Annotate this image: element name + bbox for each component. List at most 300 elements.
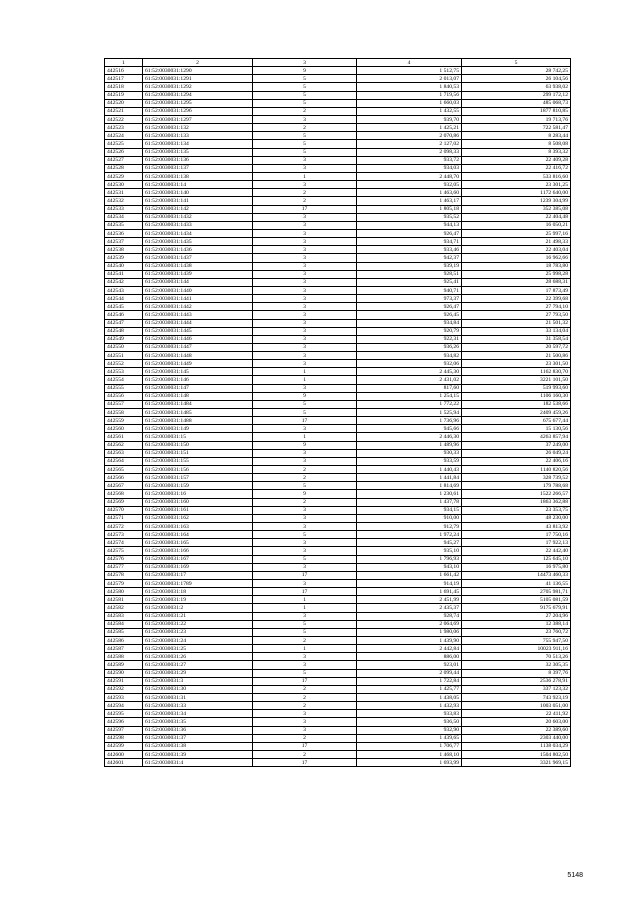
table-row [105, 335, 571, 343]
table-cell-col-3: 9 [253, 490, 357, 498]
table-cell-col-4: 1 468,10 [357, 750, 462, 758]
table-cell-col-3: 5 [253, 83, 357, 91]
table-cell-col-3: 3 [253, 710, 357, 718]
table-cell-col-3: 3 [253, 181, 357, 189]
table-cell-col-1: 442598 [105, 734, 143, 742]
table-cell-col-3: 3 [253, 726, 357, 734]
table-cell-col-5: 33 134,04 [462, 327, 571, 335]
table-cell-col-4: 912,79 [357, 523, 462, 531]
table-cell-col-2: 61:52:0030031:167 [143, 555, 253, 563]
table-cell-col-4: 934,71 [357, 238, 462, 246]
table-cell-col-4: 2 448,70 [357, 172, 462, 180]
table-cell-col-3: 1 [253, 645, 357, 653]
table-row [105, 67, 571, 75]
table-cell-col-3: 3 [253, 457, 357, 465]
table-cell-col-1: 442521 [105, 107, 143, 115]
table-row [105, 506, 571, 514]
table-cell-col-2: 61:52:0030031:145 [143, 368, 253, 376]
table-cell-col-3: 3 [253, 311, 357, 319]
table-cell-col-4: 1 425,21 [357, 124, 462, 132]
table-cell-col-5: 4263 857,94 [462, 433, 571, 441]
table-row [105, 384, 571, 392]
table-cell-col-3: 3 [253, 653, 357, 661]
table-cell-col-3: 3 [253, 270, 357, 278]
table-cell-col-1: 442518 [105, 83, 143, 91]
table-cell-col-5: 22 399,68 [462, 295, 571, 303]
table-cell-col-5: 722 581,47 [462, 124, 571, 132]
table-cell-col-2: 61:52:0030031:38 [143, 742, 253, 750]
table-cell-col-2: 61:52:0030031:1485 [143, 409, 253, 417]
table-cell-col-2: 61:52:0030031:1447 [143, 343, 253, 351]
table-cell-col-2: 61:52:0030031:1441 [143, 295, 253, 303]
table-cell-col-4: 934,82 [357, 352, 462, 360]
table-cell-col-1: 442575 [105, 547, 143, 555]
table-row [105, 693, 571, 701]
table-cell-col-4: 1 706,77 [357, 742, 462, 750]
column-header-2: 2 [143, 59, 253, 67]
table-cell-col-5: 182 538,66 [462, 400, 571, 408]
column-header-1: 1 [105, 59, 143, 67]
table-cell-col-1: 442577 [105, 563, 143, 571]
table-row [105, 759, 571, 767]
table-cell-col-1: 442561 [105, 433, 143, 441]
table-cell-col-5: 22 403,04 [462, 246, 571, 254]
table-cell-col-5: 533 816,60 [462, 172, 571, 180]
table-cell-col-1: 442593 [105, 693, 143, 701]
table-cell-col-2: 61:52:0030031:1439 [143, 270, 253, 278]
table-row [105, 221, 571, 229]
table-cell-col-3: 3 [253, 278, 357, 286]
table-cell-col-2: 61:52:0030031:1444 [143, 319, 253, 327]
table-cell-col-1: 442546 [105, 311, 143, 319]
table-cell-col-2: 61:52:0030031:142 [143, 205, 253, 213]
table-row [105, 441, 571, 449]
table-body [105, 67, 571, 767]
table-cell-col-5: 15 130,56 [462, 425, 571, 433]
table-cell-col-1: 442579 [105, 580, 143, 588]
table-cell-col-4: 926,45 [357, 311, 462, 319]
table-cell-col-3: 5 [253, 75, 357, 83]
table-row [105, 360, 571, 368]
table-cell-col-1: 442535 [105, 221, 143, 229]
column-header-4: 4 [357, 59, 462, 67]
table-cell-col-2: 61:52:0030031:162 [143, 514, 253, 522]
table-cell-col-5: 27 793,50 [462, 311, 571, 319]
table-cell-col-3: 3 [253, 539, 357, 547]
table-cell-col-1: 442580 [105, 588, 143, 596]
table-cell-col-3: 2 [253, 734, 357, 742]
table-cell-col-1: 442526 [105, 148, 143, 156]
table-cell-col-2: 61:52:0030031:1436 [143, 246, 253, 254]
table-cell-col-3: 17 [253, 677, 357, 685]
table-cell-col-1: 442585 [105, 628, 143, 636]
table-row [105, 580, 571, 588]
table-cell-col-4: 1 814,69 [357, 482, 462, 490]
table-cell-col-2: 61:52:0030031:166 [143, 547, 253, 555]
table-cell-col-1: 442555 [105, 384, 143, 392]
table-cell-col-3: 5 [253, 91, 357, 99]
table-cell-col-5: 17 750,16 [462, 531, 571, 539]
table-cell-col-3: 2 [253, 693, 357, 701]
table-cell-col-3: 17 [253, 417, 357, 425]
table-cell-col-3: 1 [253, 376, 357, 384]
table-cell-col-5: 5105 081,59 [462, 596, 571, 604]
table-row [105, 702, 571, 710]
table-cell-col-2: 61:52:0030031:27 [143, 661, 253, 669]
table-cell-col-4: 920,79 [357, 327, 462, 335]
table-cell-col-5: 48 230,00 [462, 514, 571, 522]
table-cell-col-4: 1 525,94 [357, 409, 462, 417]
table-row [105, 99, 571, 107]
table-cell-col-1: 442594 [105, 702, 143, 710]
table-cell-col-4: 934,03 [357, 164, 462, 172]
table-row [105, 327, 571, 335]
table-cell-col-3: 5 [253, 669, 357, 677]
table-cell-col-3: 1 [253, 596, 357, 604]
table-row [105, 466, 571, 474]
table-cell-col-2: 61:52:0030031:33 [143, 702, 253, 710]
table-row [105, 474, 571, 482]
table-row [105, 124, 571, 132]
table-row [105, 710, 571, 718]
table-cell-col-4: 1 722,84 [357, 677, 462, 685]
table-cell-col-1: 442547 [105, 319, 143, 327]
table-cell-col-2: 61:52:0030031:150 [143, 441, 253, 449]
table-cell-col-4: 1 512,75 [357, 67, 462, 75]
table-cell-col-2: 61:52:0030031:2 [143, 604, 253, 612]
table-cell-col-5: 22 406,16 [462, 457, 571, 465]
table-cell-col-5: 23 301,50 [462, 360, 571, 368]
table-row [105, 107, 571, 115]
table-cell-col-3: 3 [253, 449, 357, 457]
table-cell-col-4: 928,51 [357, 270, 462, 278]
table-cell-col-5: 352 385,08 [462, 205, 571, 213]
table-cell-col-5: 755 947,50 [462, 636, 571, 644]
table-cell-col-5: 1106 160,30 [462, 392, 571, 400]
table-cell-col-5: 43 813,92 [462, 523, 571, 531]
table-cell-col-4: 1 805,18 [357, 205, 462, 213]
table-cell-col-2: 61:52:0030031:1443 [143, 311, 253, 319]
table-cell-col-3: 3 [253, 563, 357, 571]
table-cell-col-2: 61:52:0030031:148 [143, 392, 253, 400]
table-cell-col-5: 22 411,92 [462, 710, 571, 718]
table-cell-col-3: 5 [253, 140, 357, 148]
table-cell-col-2: 61:52:0030031:14 [143, 181, 253, 189]
table-cell-col-2: 61:52:0030031:39 [143, 750, 253, 758]
table-cell-col-1: 442529 [105, 172, 143, 180]
table-row [105, 295, 571, 303]
table-cell-col-3: 5 [253, 555, 357, 563]
table-cell-col-4: 1 463,60 [357, 189, 462, 197]
table-cell-col-3: 2 [253, 197, 357, 205]
table-cell-col-3: 3 [253, 327, 357, 335]
table-cell-col-1: 442570 [105, 506, 143, 514]
table-cell-col-2: 61:52:0030031:1294 [143, 91, 253, 99]
table-cell-col-3: 17 [253, 759, 357, 767]
table-cell-col-5: 9175 679,91 [462, 604, 571, 612]
table-cell-col-2: 61:52:0030031:1488 [143, 417, 253, 425]
table-cell-col-4: 943,10 [357, 563, 462, 571]
table-cell-col-3: 1 [253, 368, 357, 376]
table-cell-col-4: 973,37 [357, 295, 462, 303]
table-cell-col-2: 61:52:0030031:132 [143, 124, 253, 132]
table-cell-col-5: 21 501,32 [462, 319, 571, 327]
table-cell-col-5: 37 249,00 [462, 441, 571, 449]
table-cell-col-1: 442516 [105, 67, 143, 75]
table-cell-col-5: 1138 034,29 [462, 742, 571, 750]
table-cell-col-1: 442525 [105, 140, 143, 148]
table-cell-col-3: 2 [253, 124, 357, 132]
table-cell-col-5: 1877 810,85 [462, 107, 571, 115]
table-cell-col-3: 3 [253, 303, 357, 311]
table-cell-col-4: 1 489,96 [357, 441, 462, 449]
table-cell-col-4: 2 451,99 [357, 596, 462, 604]
table-cell-col-2: 61:52:0030031:1437 [143, 254, 253, 262]
table-cell-col-3: 17 [253, 588, 357, 596]
table-cell-col-1: 442519 [105, 91, 143, 99]
table-cell-col-5: 125 645,10 [462, 555, 571, 563]
table-cell-col-5: 20 603,00 [462, 718, 571, 726]
table-cell-col-3: 5 [253, 482, 357, 490]
table-cell-col-4: 2 064,69 [357, 620, 462, 628]
table-cell-col-2: 61:52:0030031:149 [143, 425, 253, 433]
table-cell-col-2: 61:52:0030031:31 [143, 693, 253, 701]
table-cell-col-4: 934,15 [357, 506, 462, 514]
table-cell-col-1: 442537 [105, 238, 143, 246]
table-cell-col-2: 61:52:0030031:144 [143, 278, 253, 286]
table-cell-col-1: 442590 [105, 669, 143, 677]
table-cell-col-2: 61:52:0030031:24 [143, 636, 253, 644]
table-cell-col-5: 25 998,28 [462, 270, 571, 278]
table-cell-col-1: 442597 [105, 726, 143, 734]
table-cell-col-5: 28 688,31 [462, 278, 571, 286]
table-cell-col-4: 1 719,56 [357, 91, 462, 99]
table-cell-col-3: 3 [253, 360, 357, 368]
table-cell-col-2: 61:52:0030031:1789 [143, 580, 253, 588]
table-cell-col-2: 61:52:0030031:1446 [143, 335, 253, 343]
table-cell-col-5: 18 783,80 [462, 262, 571, 270]
table-cell-col-1: 442596 [105, 718, 143, 726]
table-row [105, 417, 571, 425]
table-cell-col-4: 922,31 [357, 335, 462, 343]
table-cell-col-2: 61:52:0030031:1440 [143, 286, 253, 294]
table-cell-col-2: 61:52:0030031:160 [143, 498, 253, 506]
table-cell-col-3: 5 [253, 132, 357, 140]
table-cell-col-1: 442549 [105, 335, 143, 343]
table-cell-col-4: 936,26 [357, 343, 462, 351]
table-row [105, 392, 571, 400]
table-cell-col-4: 944,13 [357, 221, 462, 229]
table-row [105, 628, 571, 636]
table-cell-col-2: 61:52:0030031:1290 [143, 67, 253, 75]
table-row [105, 498, 571, 506]
table-cell-col-5: 22 442,40 [462, 547, 571, 555]
table-row [105, 449, 571, 457]
table-row [105, 425, 571, 433]
table-cell-col-5: 14473 460,33 [462, 571, 571, 579]
table-cell-col-3: 5 [253, 620, 357, 628]
table-cell-col-2: 61:52:0030031:1292 [143, 83, 253, 91]
table-cell-col-2: 61:52:0030031:169 [143, 563, 253, 571]
table-cell-col-4: 1 230,61 [357, 490, 462, 498]
table-cell-col-3: 3 [253, 262, 357, 270]
table-cell-col-5: 17 922,13 [462, 539, 571, 547]
table-cell-col-4: 928,74 [357, 612, 462, 620]
table-cell-col-2: 61:52:0030031:4 [143, 759, 253, 767]
table-cell-col-1: 442559 [105, 417, 143, 425]
table-cell-col-3: 2 [253, 498, 357, 506]
table-row [105, 213, 571, 221]
table-cell-col-4: 817,60 [357, 384, 462, 392]
table-cell-col-4: 1 772,22 [357, 400, 462, 408]
table-cell-col-5: 20 597,72 [462, 343, 571, 351]
table-cell-col-3: 3 [253, 246, 357, 254]
table-cell-col-4: 1 437,78 [357, 498, 462, 506]
table-row [105, 612, 571, 620]
table-cell-col-4: 942,37 [357, 254, 462, 262]
table-cell-col-4: 935,52 [357, 213, 462, 221]
table-cell-col-1: 442567 [105, 482, 143, 490]
table-cell-col-3: 3 [253, 352, 357, 360]
table-row [105, 352, 571, 360]
table-cell-col-1: 442544 [105, 295, 143, 303]
table-cell-col-2: 61:52:0030031:36 [143, 726, 253, 734]
table-cell-col-2: 61:52:0030031:1445 [143, 327, 253, 335]
table-row [105, 164, 571, 172]
table-cell-col-3: 5 [253, 148, 357, 156]
table-cell-col-1: 442586 [105, 636, 143, 644]
table-row [105, 653, 571, 661]
table-cell-col-2: 61:52:0030031:21 [143, 612, 253, 620]
table-cell-col-3: 3 [253, 612, 357, 620]
table-cell-col-1: 442562 [105, 441, 143, 449]
table-cell-col-3: 3 [253, 286, 357, 294]
table-row [105, 742, 571, 750]
table-row [105, 457, 571, 465]
table-cell-col-3: 17 [253, 205, 357, 213]
table-cell-col-5: 23 760,72 [462, 628, 571, 636]
table-row [105, 246, 571, 254]
table-row [105, 588, 571, 596]
table-row [105, 531, 571, 539]
table-cell-col-2: 61:52:0030031:164 [143, 531, 253, 539]
table-cell-col-1: 442522 [105, 115, 143, 123]
table-cell-col-5: 26 049,24 [462, 449, 571, 457]
table-cell-col-1: 442564 [105, 457, 143, 465]
table-cell-col-3: 5 [253, 628, 357, 636]
table-cell-col-5: 16 050,21 [462, 221, 571, 229]
table-cell-col-4: 2 127,02 [357, 140, 462, 148]
table-cell-col-2: 61:52:0030031:146 [143, 376, 253, 384]
table-cell-col-2: 61:52:0030031:159 [143, 482, 253, 490]
table-cell-col-4: 2 098,33 [357, 148, 462, 156]
table-cell-col-2: 61:52:0030031:163 [143, 523, 253, 531]
table-cell-col-4: 926,47 [357, 229, 462, 237]
table-cell-col-3: 5 [253, 531, 357, 539]
table-cell-col-5: 1172 640,00 [462, 189, 571, 197]
table-cell-col-3: 2 [253, 474, 357, 482]
table-cell-col-4: 2 446,30 [357, 433, 462, 441]
table-cell-col-3: 3 [253, 238, 357, 246]
table-row [105, 262, 571, 270]
table-row [105, 75, 571, 83]
table-cell-col-4: 2 435,37 [357, 604, 462, 612]
table-cell-col-2: 61:52:0030031:1484 [143, 400, 253, 408]
table-cell-col-5: 22 404,48 [462, 213, 571, 221]
table-cell-col-2: 61:52:0030031:1438 [143, 262, 253, 270]
table-cell-col-1: 442527 [105, 156, 143, 164]
table-cell-col-1: 442540 [105, 262, 143, 270]
table-cell-col-1: 442578 [105, 571, 143, 579]
table-cell-col-1: 442563 [105, 449, 143, 457]
table-cell-col-4: 945,27 [357, 539, 462, 547]
table-cell-col-5: 1003 051,00 [462, 702, 571, 710]
table-row [105, 238, 571, 246]
table-row [105, 718, 571, 726]
table-cell-col-5: 22 416,72 [462, 164, 571, 172]
table-row [105, 189, 571, 197]
table-cell-col-5: 41 136,55 [462, 580, 571, 588]
table-cell-col-2: 61:52:0030031:16 [143, 490, 253, 498]
table-cell-col-2: 61:52:0030031:1448 [143, 352, 253, 360]
table-cell-col-2: 61:52:0030031:25 [143, 645, 253, 653]
table-row [105, 368, 571, 376]
table-cell-col-4: 939,70 [357, 115, 462, 123]
table-cell-col-4: 1 660,03 [357, 99, 462, 107]
table-cell-col-3: 2 [253, 702, 357, 710]
table-cell-col-2: 61:52:0030031:1432 [143, 213, 253, 221]
table-row [105, 547, 571, 555]
table-cell-col-3: 3 [253, 661, 357, 669]
table-cell-col-1: 442587 [105, 645, 143, 653]
table-cell-col-5: 21 500,86 [462, 352, 571, 360]
table-cell-col-3: 9 [253, 392, 357, 400]
table-row [105, 197, 571, 205]
table-cell-col-4: 1 432,55 [357, 107, 462, 115]
table-cell-col-5: 25 997,16 [462, 229, 571, 237]
table-cell-col-5: 519 993,60 [462, 384, 571, 392]
table-cell-col-1: 442566 [105, 474, 143, 482]
table-cell-col-1: 442534 [105, 213, 143, 221]
table-cell-col-1: 442601 [105, 759, 143, 767]
table-cell-col-4: 1 438,05 [357, 693, 462, 701]
table-cell-col-2: 61:52:0030031:137 [143, 164, 253, 172]
table-cell-col-5: 26 104,56 [462, 75, 571, 83]
table-cell-col-3: 5 [253, 409, 357, 417]
table-cell-col-3: 3 [253, 425, 357, 433]
table-cell-col-4: 1 463,17 [357, 197, 462, 205]
table-cell-col-4: 1 693,99 [357, 759, 462, 767]
table-cell-col-2: 61:52:0030031:161 [143, 506, 253, 514]
table-cell-col-4: 933,72 [357, 156, 462, 164]
page-number: 5148 [567, 872, 583, 879]
table-cell-col-2: 61:52:0030031:134 [143, 140, 253, 148]
table-cell-col-1: 442592 [105, 685, 143, 693]
table-row [105, 156, 571, 164]
table-cell-col-4: 935,10 [357, 547, 462, 555]
table-cell-col-4: 910,00 [357, 514, 462, 522]
table-row [105, 604, 571, 612]
table-cell-col-2: 61:52:0030031:135 [143, 148, 253, 156]
table-cell-col-5: 32 305,35 [462, 661, 571, 669]
table-cell-col-2: 61:52:0030031:1291 [143, 75, 253, 83]
table-cell-col-1: 442588 [105, 653, 143, 661]
table-row [105, 400, 571, 408]
table-row [105, 376, 571, 384]
table-cell-col-5: 17 873,49 [462, 286, 571, 294]
table-cell-col-5: 10023 911,16 [462, 645, 571, 653]
table-cell-col-2: 61:52:0030031:140 [143, 189, 253, 197]
